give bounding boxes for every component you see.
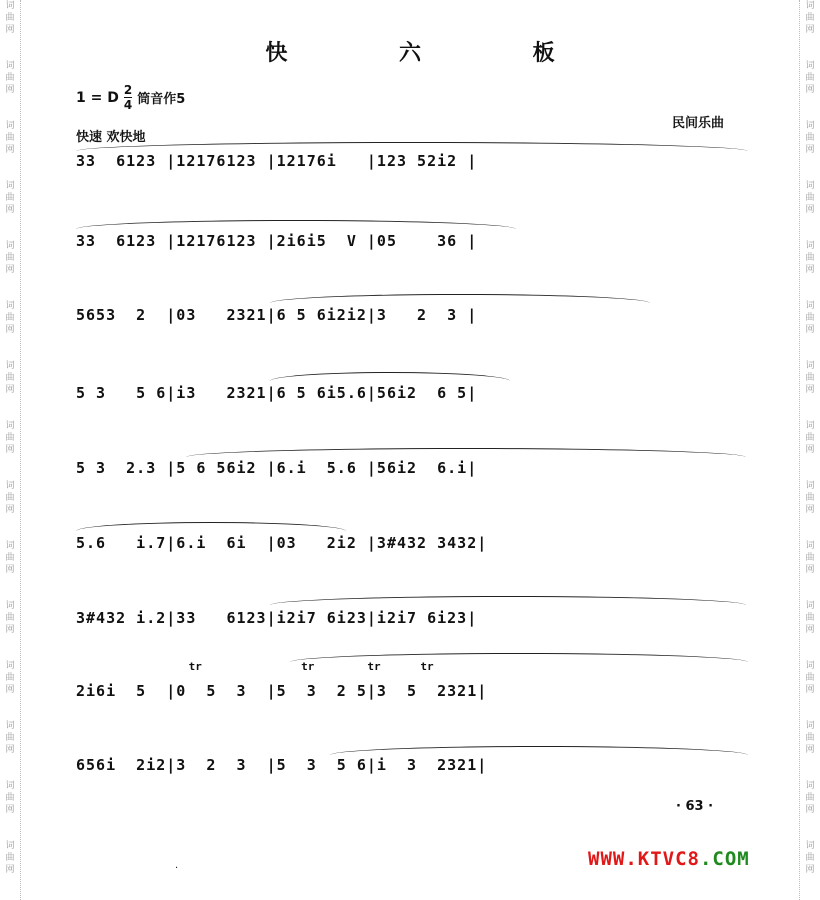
time-signature [124, 84, 132, 111]
watermark-char: 曲 [805, 73, 815, 83]
watermark-group [805, 420, 814, 480]
watermark-group [5, 840, 14, 900]
watermark-char: 网 [805, 685, 815, 695]
watermark-char: 词 [805, 601, 815, 611]
watermark-char: 网 [5, 205, 15, 215]
watermark-char: 词 [5, 601, 15, 611]
watermark-char: 曲 [805, 313, 815, 323]
watermark-char: 网 [5, 145, 15, 155]
watermark-char: 曲 [5, 673, 15, 683]
watermark-char: 网 [5, 265, 15, 275]
watermark-char: 曲 [5, 73, 15, 83]
slur [76, 220, 516, 231]
watermark-char: 词 [5, 841, 15, 851]
watermark-char: 词 [5, 541, 15, 551]
watermark-char: 词 [805, 661, 815, 671]
notation-line-9: 656i 2i2|3 2 3 |5 3 5 6|i 3 2321| [76, 756, 488, 774]
watermark-group [805, 60, 814, 120]
watermark-char: 词 [5, 721, 15, 731]
page-number: · 63 · [676, 799, 714, 814]
watermark-group [5, 600, 14, 660]
slur [290, 653, 748, 664]
watermark-char: 网 [5, 505, 15, 515]
watermark-group [805, 660, 814, 720]
watermark-char: 词 [5, 301, 15, 311]
watermark-char: 曲 [805, 493, 815, 503]
tonality: 1 = D [76, 89, 119, 106]
watermark-char: 词 [805, 361, 815, 371]
watermark-char: 曲 [5, 13, 15, 23]
watermark-char: 词 [805, 1, 815, 11]
right-watermark-strip [799, 0, 820, 900]
watermark-group [5, 300, 14, 360]
watermark-group [5, 120, 14, 180]
fingering-comment: 筒音作5 [137, 92, 186, 107]
watermark-char: 网 [805, 865, 815, 875]
watermark-char: 网 [5, 745, 15, 755]
watermark-char: 曲 [805, 553, 815, 563]
time-signature-denominator: 4 [123, 98, 133, 112]
watermark-char: 曲 [805, 853, 815, 863]
watermark-char: 词 [805, 481, 815, 491]
notation-line-4: 5 3 5 6|i3 2321|6 5 6i5.6|56i2 6 5| [76, 384, 478, 402]
watermark-char: 词 [805, 841, 815, 851]
notation-line-6: 5.6 i.7|6.i 6i |03 2i2 |3#432 3432| [76, 534, 488, 552]
key-signature [76, 84, 185, 111]
watermark-char: 曲 [805, 13, 815, 23]
composer: 民间乐曲 [672, 116, 725, 131]
watermark-char: 曲 [5, 613, 15, 623]
watermark-char: 网 [805, 145, 815, 155]
watermark-char: 网 [805, 25, 815, 35]
watermark-char: 网 [5, 325, 15, 335]
watermark-char: 词 [805, 421, 815, 431]
watermark-char: 曲 [805, 433, 815, 443]
watermark-char: 曲 [5, 253, 15, 263]
watermark-char: 曲 [805, 373, 815, 383]
slur [270, 372, 510, 383]
notation-line-3: 5653 2 |03 2321|6 5 6i2i2|3 2 3 | [76, 306, 478, 324]
watermark-char: 词 [5, 181, 15, 191]
time-signature-numerator: 2 [123, 83, 133, 97]
watermark-char: 曲 [5, 133, 15, 143]
watermark-char: 曲 [805, 733, 815, 743]
slur [270, 596, 746, 607]
watermark-char: 词 [805, 241, 815, 251]
watermark-group [5, 60, 14, 120]
watermark-group [5, 180, 14, 240]
watermark-group [805, 840, 814, 900]
watermark-char: 网 [5, 625, 15, 635]
watermark-char: 词 [805, 781, 815, 791]
watermark-char: 网 [5, 25, 15, 35]
watermark-group [5, 480, 14, 540]
watermark-group [805, 360, 814, 420]
watermark-char: 词 [5, 481, 15, 491]
watermark-char: 曲 [805, 133, 815, 143]
watermark-group [5, 240, 14, 300]
notation-line-5: 5 3 2.3 |5 6 56i2 |6.i 5.6 |56i2 6.i| [76, 459, 478, 477]
notation-line-8: 2i6i 5 |0 5 3 |5 3 2 5|3 5 2321| [76, 682, 488, 700]
watermark-group [5, 660, 14, 720]
watermark-group [805, 480, 814, 540]
watermark-char: 曲 [805, 253, 815, 263]
score-title: 快 六 板 [265, 41, 607, 66]
watermark-group [805, 780, 814, 840]
watermark-char: 词 [5, 361, 15, 371]
watermark-group [805, 180, 814, 240]
watermark-group [5, 420, 14, 480]
watermark-char: 曲 [5, 733, 15, 743]
watermark-char: 网 [805, 805, 815, 815]
watermark-char: 词 [5, 241, 15, 251]
watermark-group [5, 780, 14, 840]
watermark-char: 网 [805, 85, 815, 95]
watermark-char: 网 [805, 205, 815, 215]
watermark-group [805, 300, 814, 360]
watermark-char: 曲 [5, 793, 15, 803]
watermark-char: 曲 [5, 313, 15, 323]
watermark-char: 曲 [805, 193, 815, 203]
watermark-group [805, 600, 814, 660]
stray-mark: . [175, 860, 179, 871]
website-brand: KTVC8 [637, 848, 700, 870]
website-prefix: WWW. [588, 848, 638, 870]
watermark-group [5, 540, 14, 600]
watermark-char: 词 [805, 721, 815, 731]
watermark-char: 词 [805, 301, 815, 311]
website-watermark [588, 848, 750, 870]
left-watermark-strip [0, 0, 21, 900]
tempo-marking: 快速 欢快地 [76, 130, 146, 145]
watermark-char: 曲 [5, 373, 15, 383]
watermark-char: 网 [5, 565, 15, 575]
watermark-char: 网 [805, 385, 815, 395]
watermark-char: 曲 [5, 433, 15, 443]
watermark-char: 网 [805, 445, 815, 455]
watermark-char: 曲 [5, 553, 15, 563]
watermark-char: 词 [805, 541, 815, 551]
watermark-char: 网 [5, 865, 15, 875]
watermark-char: 词 [805, 121, 815, 131]
watermark-char: 曲 [5, 493, 15, 503]
watermark-char: 网 [5, 445, 15, 455]
slur [270, 294, 650, 305]
watermark-group [805, 240, 814, 300]
watermark-char: 网 [805, 505, 815, 515]
watermark-char: 词 [5, 121, 15, 131]
watermark-char: 网 [5, 385, 15, 395]
watermark-group [805, 120, 814, 180]
watermark-char: 曲 [805, 673, 815, 683]
watermark-group [5, 360, 14, 420]
notation-line-7: 3#432 i.2|33 6123|i2i7 6i23|i2i7 6i23| [76, 609, 478, 627]
watermark-char: 曲 [5, 853, 15, 863]
watermark-char: 网 [805, 325, 815, 335]
website-suffix: .COM [699, 848, 750, 870]
watermark-char: 网 [805, 265, 815, 275]
watermark-char: 曲 [5, 193, 15, 203]
watermark-char: 词 [5, 61, 15, 71]
watermark-char: 词 [5, 661, 15, 671]
watermark-char: 曲 [805, 793, 815, 803]
trill-ornaments: tr tr tr tr [76, 660, 434, 673]
watermark-char: 网 [5, 685, 15, 695]
watermark-char: 网 [805, 625, 815, 635]
watermark-char: 词 [5, 421, 15, 431]
slur [186, 448, 746, 459]
watermark-char: 网 [5, 805, 15, 815]
watermark-char: 词 [805, 61, 815, 71]
watermark-char: 词 [805, 181, 815, 191]
slur [76, 522, 346, 533]
watermark-char: 网 [805, 565, 815, 575]
watermark-char: 曲 [805, 613, 815, 623]
watermark-group [805, 540, 814, 600]
watermark-group [5, 720, 14, 780]
watermark-char: 词 [5, 1, 15, 11]
watermark-char: 网 [5, 85, 15, 95]
watermark-group [805, 720, 814, 780]
notation-line-2: 33 6123 |12176123 |2i6i5 V |05 36 | [76, 232, 478, 250]
notation-line-1: 33 6123 |12176123 |12176i |123 52i2 | [76, 152, 478, 170]
watermark-char: 词 [5, 781, 15, 791]
watermark-char: 网 [805, 745, 815, 755]
